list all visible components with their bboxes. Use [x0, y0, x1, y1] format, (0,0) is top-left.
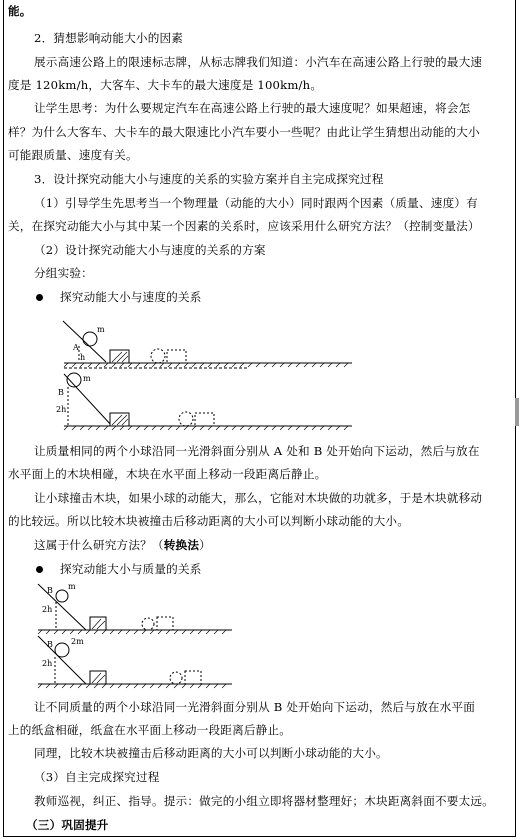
figure-speed-experiment: [0, 316, 521, 440]
label-2m: 2m: [71, 637, 84, 646]
label-m: m: [68, 582, 76, 591]
ball-outline-icon: [151, 349, 165, 363]
lower-setup: [38, 636, 232, 688]
line-21: 同理，比较木块被撞击后移动距离的大小可以判断小球动能的大小。: [34, 746, 388, 760]
label-B: B: [47, 586, 53, 595]
label-B: B: [58, 388, 64, 397]
line-2: 展示高速公路上的限速标志牌，从标志牌我们知道：小汽车在高速公路上行驶的最大速: [34, 55, 483, 69]
line-11: 分组实验：: [34, 266, 93, 280]
ball-icon: [56, 590, 68, 602]
moved-box-outline-icon: [185, 671, 201, 684]
section-3-heading: 3．设计探究动能大小与速度的关系的实验方案并自主完成探究过程: [34, 172, 384, 186]
line-22: （3）自主完成探究过程: [34, 770, 160, 784]
section-2-heading: 2．猜想影响动能大小的因素: [34, 31, 184, 45]
line-5: 样？为什么大客车、大卡车的最大限速比小汽车要小一些呢？由此让学生猜想出动能的大小: [8, 125, 480, 139]
label-m: m: [97, 325, 105, 334]
line-23: 教师巡视，纠正、指导。提示：做完的小组立即将器材整理好；木块距离斜面不要太远。: [34, 794, 494, 808]
line-0: 能。: [8, 4, 32, 18]
ball-outline-icon: [142, 618, 154, 630]
section-consolidate-heading: （三）巩固提升: [26, 818, 109, 832]
moved-block-outline-icon: [167, 350, 186, 363]
ball-outline-icon: [170, 672, 182, 684]
question-close: ）: [199, 538, 211, 552]
label-2h: 2h: [56, 405, 67, 414]
question-method: [34, 538, 211, 552]
line-9: 关，在探究动能大小与其中某一个因素的关系时，应该采用什么研究方法？（控制变量法）: [8, 219, 480, 233]
bullet-item-speed: 探究动能大小与速度的关系: [60, 290, 202, 304]
line-15: 让小球撞击木块，如果小球的动能大，那么，它能对木块做的功就多，于是木块就移动: [34, 491, 483, 505]
figure-mass-experiment: [0, 580, 521, 692]
bullet-icon: [36, 294, 43, 301]
line-19: 让不同质量的两个小球沿同一光滑斜面分别从 B 处开始向下运动，然后与放在水平面: [34, 700, 476, 714]
moved-box-outline-icon: [157, 617, 173, 630]
line-20: 上的纸盒相碰，纸盒在水平面上移动一段距离后静止。: [8, 723, 292, 737]
line-4: 让学生思考：为什么要规定汽车在高速公路上行驶的最大速度呢？如果超速，将会怎: [34, 101, 471, 115]
label-h: h: [80, 353, 86, 362]
upper-setup: [38, 584, 232, 634]
lower-setup: [64, 368, 352, 430]
label-A: A: [73, 343, 79, 352]
line-3: 度是 120km/h，大客车、大卡车的最大速度是 100km/h。: [8, 78, 323, 92]
line-13: 让质量相同的两个小球沿同一光滑斜面分别从 A 处和 B 处开始向下运动，然后与放在: [34, 444, 480, 458]
moved-block-outline-icon: [195, 413, 214, 426]
line-16: 的比较远。所以比较木块被撞击后移动距离的大小可以判断小球动能的大小。: [8, 514, 409, 528]
ball-icon: [83, 332, 97, 346]
bullet-item-mass: 探究动能大小与质量的关系: [60, 562, 202, 576]
answer-text: 转换法: [163, 538, 200, 552]
label-B: B: [47, 640, 53, 649]
question-text: 这属于什么研究方法？（: [34, 538, 164, 552]
label-m: m: [83, 374, 91, 383]
ball-outline-icon: [179, 412, 193, 426]
upper-setup: [63, 321, 352, 367]
line-10: （2）设计探究动能大小与速度的关系的方案: [34, 243, 266, 257]
line-8: （1）引导学生先思考当一个物理量（动能的大小）同时跟两个因素（质量、速度）有: [34, 196, 478, 210]
bullet-icon: [36, 566, 43, 573]
line-14: 水平面上的木块相碰，木块在水平面上移动一段距离后静止。: [8, 467, 327, 481]
label-2h: 2h: [42, 605, 53, 614]
label-2h: 2h: [42, 659, 53, 668]
ball-icon: [55, 643, 69, 657]
line-6: 可能跟质量、速度有关。: [8, 148, 138, 162]
